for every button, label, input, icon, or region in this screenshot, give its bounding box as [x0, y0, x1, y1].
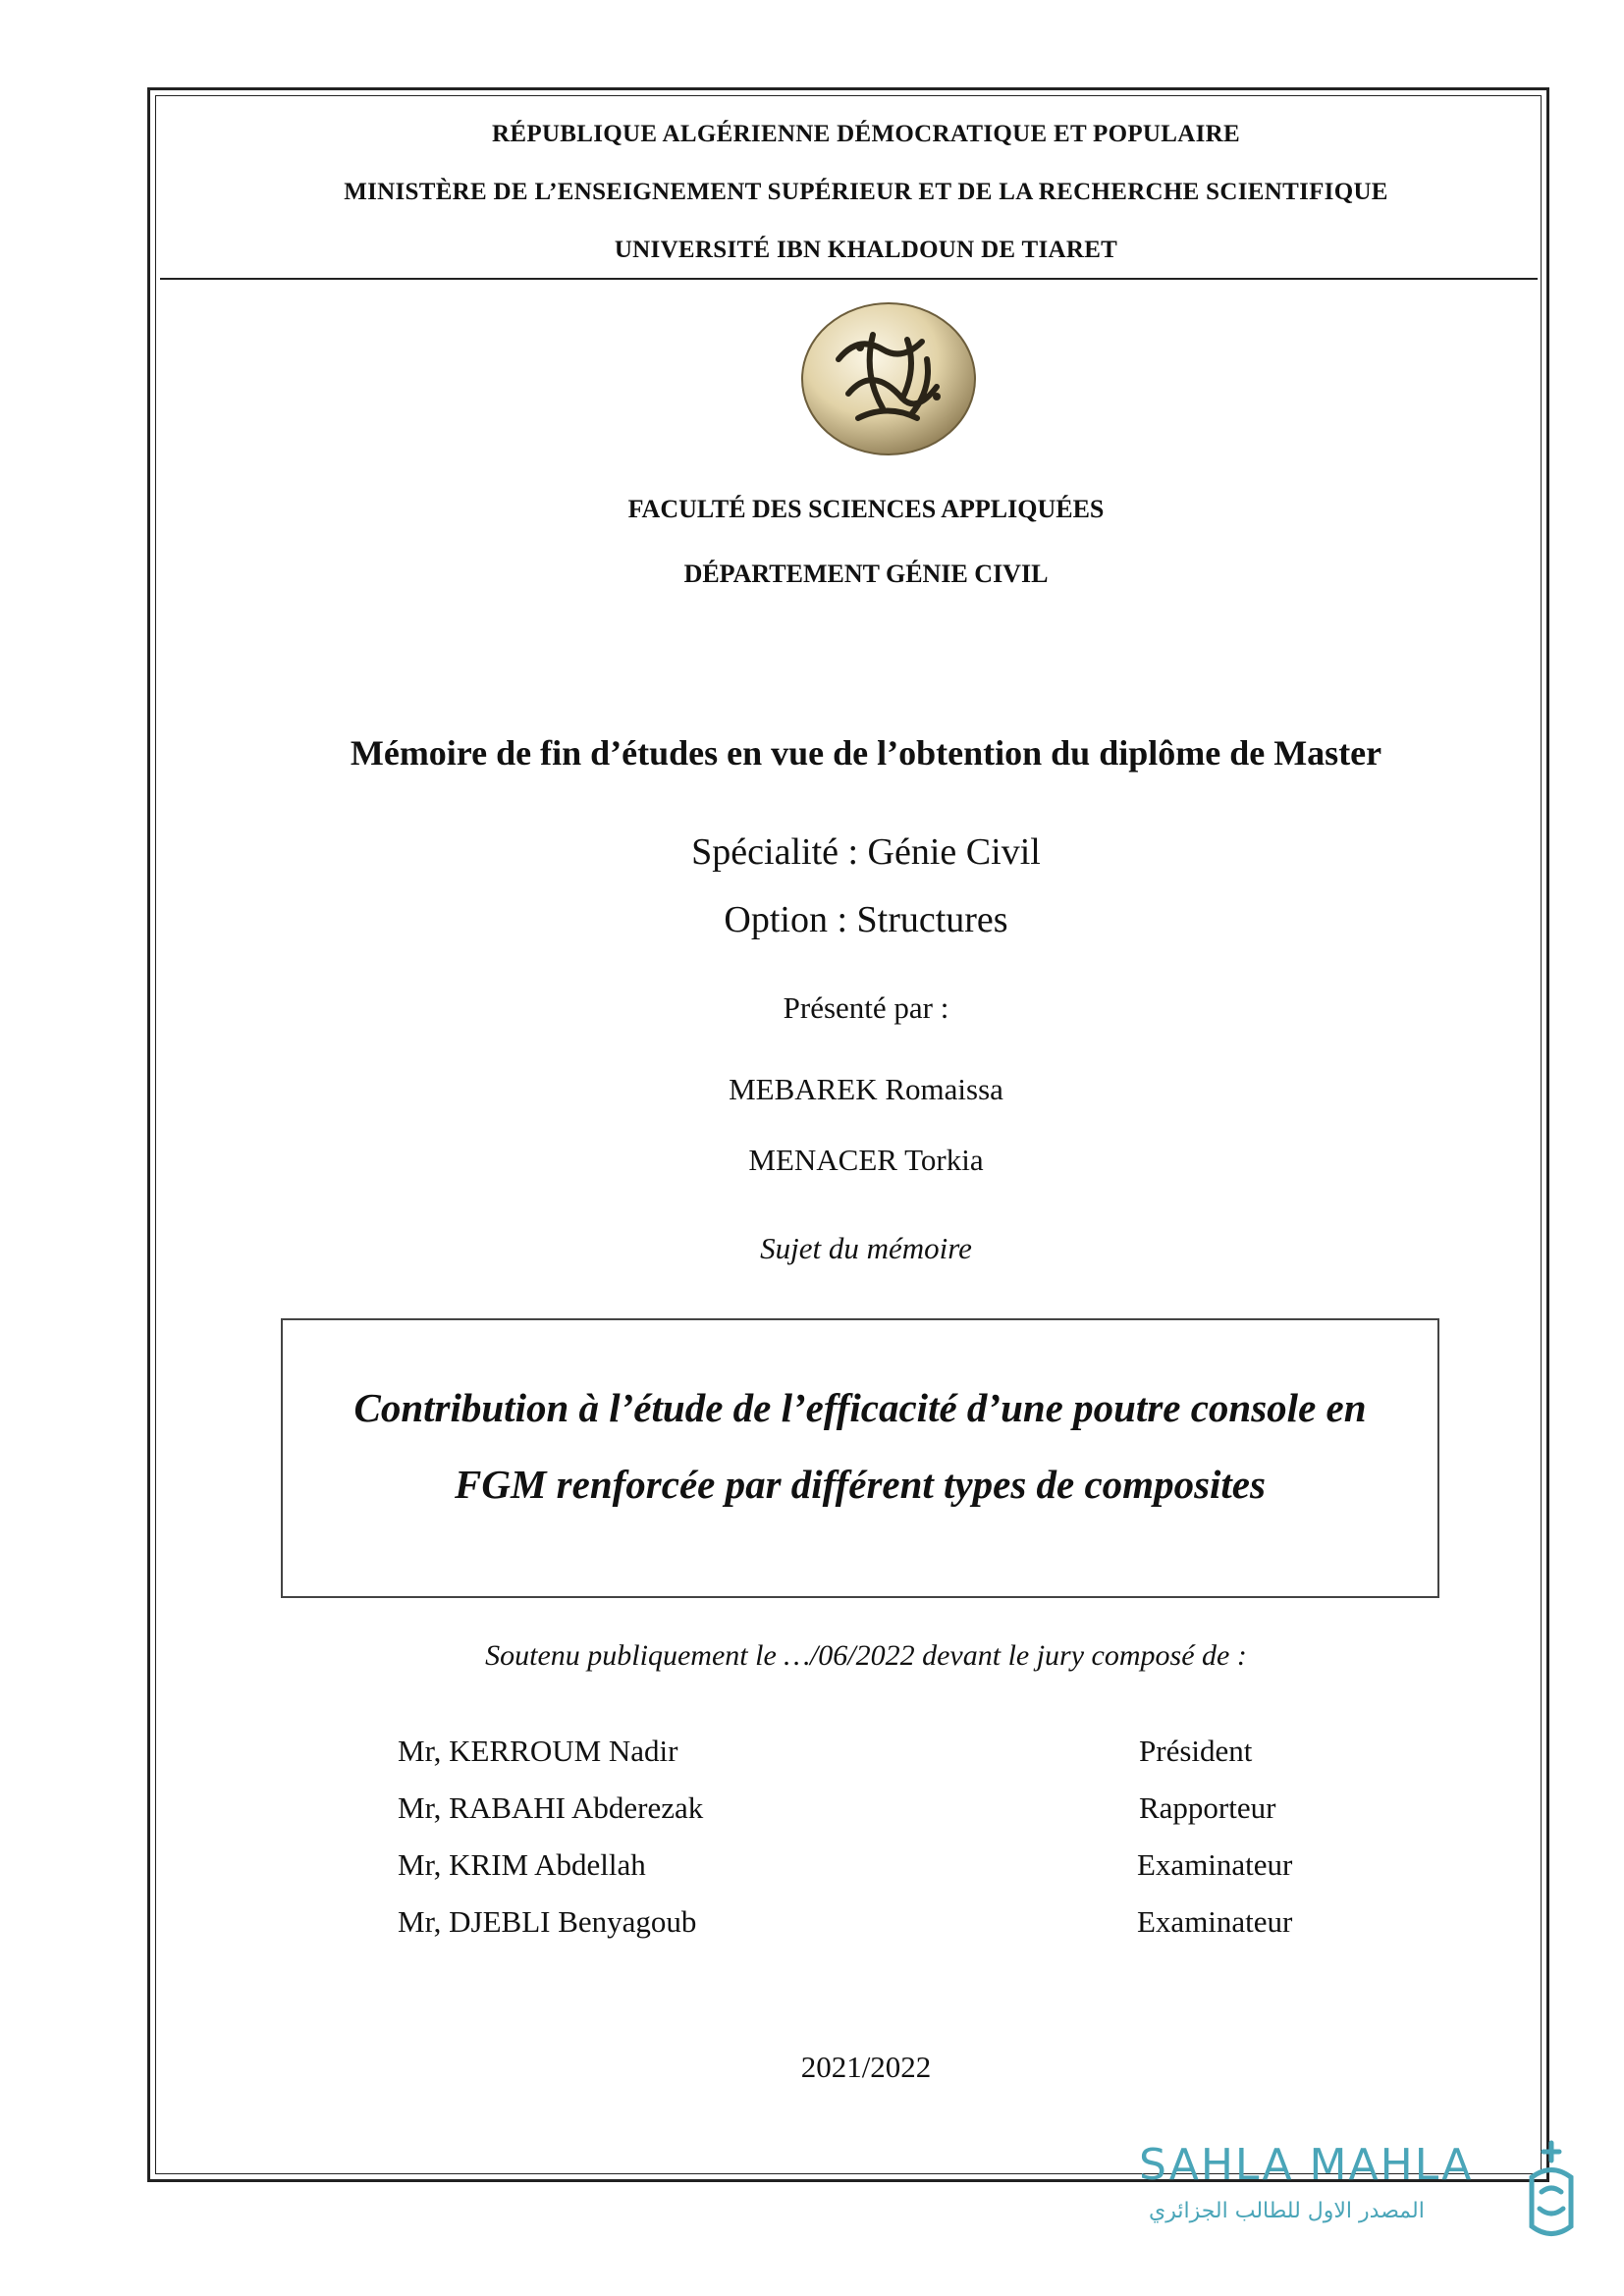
header-ministry: MINISTÈRE DE L’ENSEIGNEMENT SUPÉRIEUR ET DE LA RECHERCHE SCIENTIFIQUE: [344, 179, 1388, 205]
specialite: Spécialité : Génie Civil: [691, 831, 1041, 873]
soutenu-line: Soutenu publiquement le …/06/2022 devant le jury composé de :: [485, 1639, 1247, 1672]
watermark-tagline: المصدر الاول للطالب الجزائري: [1149, 2199, 1425, 2223]
presente-par-label: Présenté par :: [783, 990, 949, 1025]
jury-member-role: Examinateur: [1137, 1847, 1293, 1882]
jury-member-name: Mr, DJEBLI Benyagoub: [398, 1904, 697, 1939]
department-name: DÉPARTEMENT GÉNIE CIVIL: [683, 560, 1049, 588]
author-1: MEBAREK Romaissa: [729, 1072, 1003, 1106]
subject-line-2: FGM renforcée par différent types de composites: [455, 1462, 1266, 1507]
jury-member-name: Mr, KERROUM Nadir: [398, 1734, 678, 1768]
watermark-brand: SAHLA MAHLA: [1139, 2140, 1474, 2190]
sujet-label: Sujet du mémoire: [760, 1231, 972, 1265]
subject-box: [281, 1318, 1439, 1598]
jury-member-role: Examinateur: [1137, 1904, 1293, 1939]
author-2: MENACER Torkia: [748, 1143, 984, 1177]
header-republic: RÉPUBLIQUE ALGÉRIENNE DÉMOCRATIQUE ET POPULAIRE: [492, 121, 1240, 147]
faculty-name: FACULTÉ DES SCIENCES APPLIQUÉES: [627, 495, 1105, 523]
academic-year: 2021/2022: [800, 2050, 932, 2084]
header-divider: [160, 278, 1538, 280]
header-university: UNIVERSITÉ IBN KHALDOUN DE TIARET: [614, 237, 1118, 263]
jury-member-name: Mr, RABAHI Abderezak: [398, 1790, 704, 1825]
memoire-title: Mémoire de fin d’études en vue de l’obtention du diplôme de Master: [350, 733, 1382, 773]
jury-member-name: Mr, KRIM Abdellah: [398, 1847, 646, 1882]
jury-member-role: Rapporteur: [1139, 1790, 1276, 1825]
university-seal-icon: [799, 300, 978, 457]
subject-line-1: Contribution à l’étude de l’efficacité d’une poutre console en: [353, 1385, 1367, 1430]
sahla-mahla-logo-icon: [1522, 2138, 1581, 2246]
watermark: [1139, 2138, 1581, 2266]
option: Option : Structures: [724, 899, 1008, 940]
jury-member-role: Président: [1139, 1734, 1253, 1768]
